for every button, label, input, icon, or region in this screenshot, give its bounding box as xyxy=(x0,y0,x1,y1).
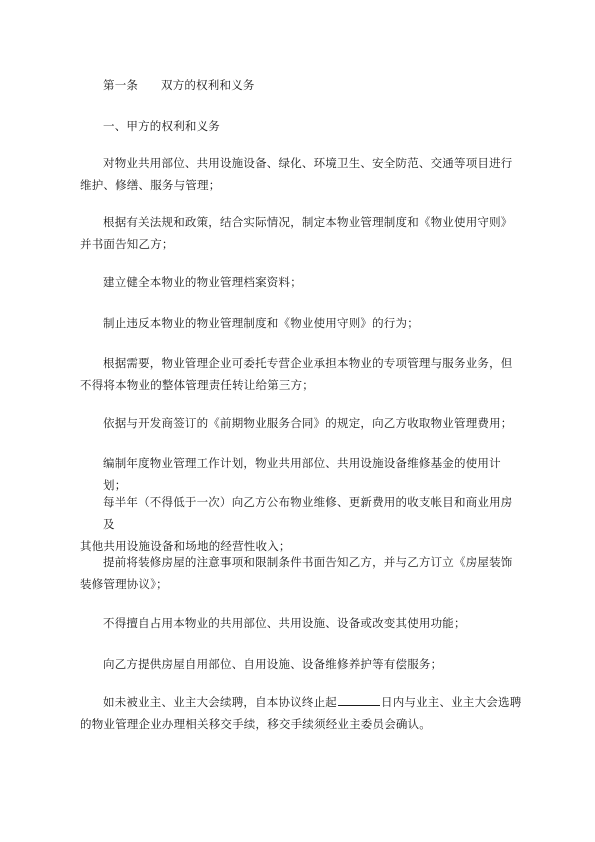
paragraph xyxy=(103,312,523,334)
paragraph-line: 建立健全本物业的物业管理档案资料； xyxy=(103,275,302,289)
paragraph-line: 不得将本物业的整体管理责任转让给第三方； xyxy=(80,378,314,392)
paragraph-line: 如未被业主、业主大会续聘，自本协议终止起 xyxy=(103,695,337,709)
paragraph-line: 编制年度物业管理工作计划，物业共用部位、共用设施设备维修基金的使用计划； xyxy=(103,456,501,492)
paragraph-line: 装修管理协议》； xyxy=(80,577,168,591)
paragraph-line: 制止违反本物业的物业管理制度和《物业使用守则》的行为； xyxy=(103,316,419,330)
section-heading: 一、甲方的权利和义务 xyxy=(103,119,220,133)
paragraph xyxy=(103,412,523,434)
paragraph-line: 不得擅自占用本物业的共用部位、共用设施、设备或改变其使用功能； xyxy=(103,616,466,630)
paragraph xyxy=(103,612,523,634)
paragraph-line: 向乙方提供房屋自用部位、自用设施、设备维修养护等有偿服务； xyxy=(103,657,443,671)
paragraph-line: 提前将装修房屋的注意事项和限制条件书面告知乙方，并与乙方订立《房屋装饰 xyxy=(103,555,513,569)
article-heading xyxy=(103,74,513,96)
paragraph-line: 维护、修缮、服务与管理； xyxy=(80,178,221,192)
paragraph xyxy=(80,491,523,557)
paragraph-line: 日内与业主、业主大会选聘 xyxy=(381,695,522,709)
paragraph-line: 根据需要，物业管理企业可委托专营企业承担本物业的专项管理与服务业务，但 xyxy=(103,356,513,370)
paragraph xyxy=(103,653,523,675)
paragraph-line: 其他共用设施设备和场地的经营性收入； xyxy=(80,539,291,553)
paragraph-line: 依据与开发商签订的《前期物业服务合同》的规定，向乙方收取物业管理费用； xyxy=(103,416,513,430)
paragraph xyxy=(80,691,523,735)
paragraph-line: 每半年（不得低于一次）向乙方公布物业维修、更新费用的收支帐目和商业用房及 xyxy=(103,495,513,531)
paragraph-line: 根据有关法规和政策，结合实际情况，制定本物业管理制度和《物业使用守则》 xyxy=(103,215,513,229)
paragraph xyxy=(80,551,523,595)
paragraph-line: 对物业共用部位、共用设施设备、绿化、环境卫生、安全防范、交通等项目进行 xyxy=(103,156,513,170)
paragraph xyxy=(103,271,523,293)
paragraph xyxy=(80,211,523,255)
article-title: 双方的权利和义务 xyxy=(161,78,255,92)
paragraph-line: 的物业管理企业办理相关移交手续，移交手续须经业主委员会确认。 xyxy=(80,717,431,731)
paragraph xyxy=(80,152,523,196)
fill-in-blank xyxy=(338,693,380,706)
paragraph xyxy=(103,452,523,496)
paragraph xyxy=(80,352,523,396)
paragraph-line: 并书面告知乙方； xyxy=(80,237,174,251)
article-number: 第一条 xyxy=(103,78,139,92)
